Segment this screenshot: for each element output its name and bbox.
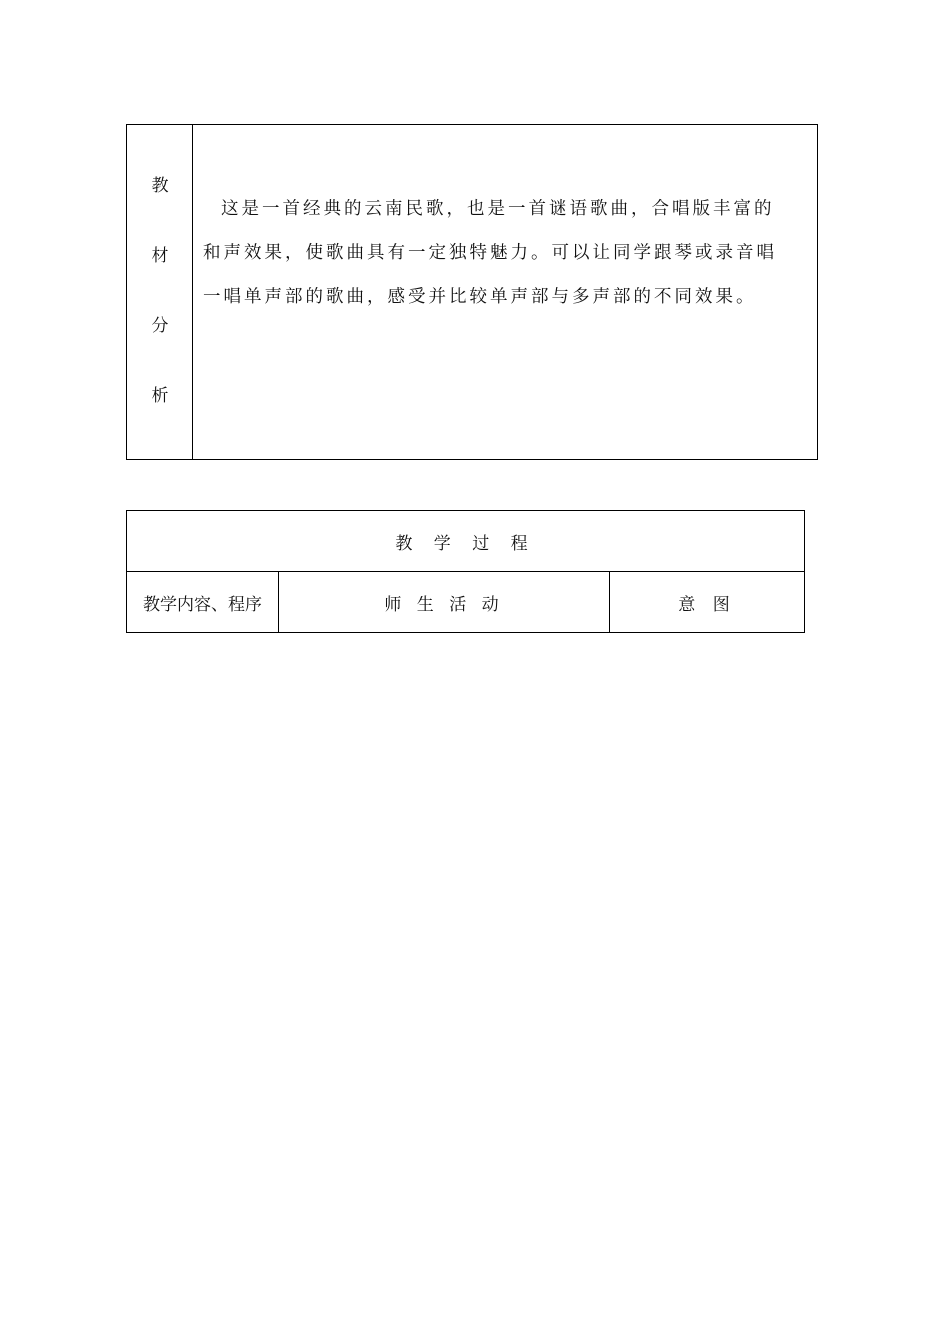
teaching-process-title: 教 学 过 程 <box>127 511 804 572</box>
column-header-teacher-student-activities: 师 生 活 动 <box>279 572 610 632</box>
column-header-intent: 意 图 <box>678 594 736 615</box>
label-char-xi: 析 <box>151 386 169 406</box>
material-analysis-label-cell <box>127 125 193 459</box>
material-analysis-text-cell <box>193 125 817 459</box>
label-char-cai: 材 <box>151 246 169 266</box>
label-char-fen: 分 <box>151 316 169 336</box>
analysis-text-line: 这是一首经典的云南民歌，也是一首谜语歌曲，合唱版丰富的 <box>221 199 775 219</box>
material-analysis-table <box>126 124 818 460</box>
teaching-process-header-row <box>127 572 804 632</box>
analysis-text-line: 一唱单声部的歌曲，感受并比较单声部与多声部的不同效果。 <box>203 287 757 307</box>
label-char-jiao: 教 <box>151 176 169 196</box>
teaching-process-table <box>126 510 805 633</box>
column-header-content-procedure: 教学内容、程序 <box>127 572 279 632</box>
analysis-text-line: 和声效果，使歌曲具有一定独特魅力。可以让同学跟琴或录音唱 <box>203 243 777 263</box>
